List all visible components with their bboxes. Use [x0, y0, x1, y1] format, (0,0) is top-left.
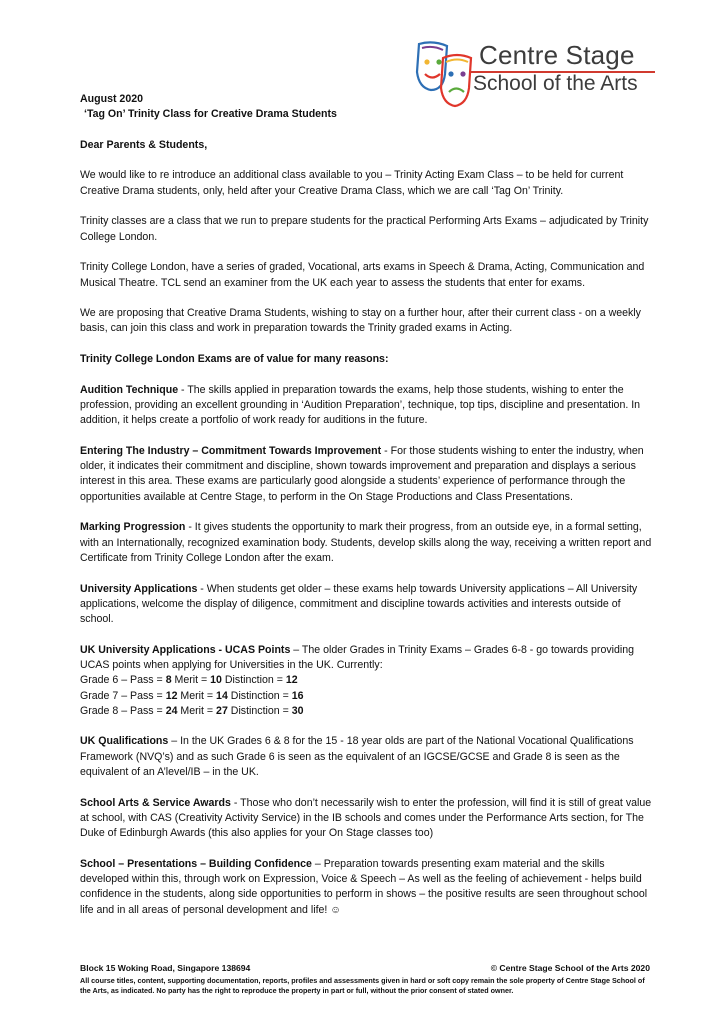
greeting: Dear Parents & Students, — [80, 138, 208, 151]
reason-paragraph — [80, 383, 654, 429]
more-paragraph — [80, 857, 654, 918]
intro-paragraph: Trinity College London, have a series of graded, Vocational, arts exams in Speech & Drama, Acting, Communication and Musical Theatre. TCL send an examiner from the UK each year to assess the students that enter for exams. — [80, 261, 645, 289]
more-paragraph — [80, 796, 654, 842]
reason-text: - For those students wishing to enter the industry, when older, it indicates their commitment and discipline, shown towards improvement and preparation and displays a serious interest in this area. These exams are particularly good alongside a students’ experience of performance through the opportunities available at Centre Stage, to perform in the On Stage Productions and Class Presentations. — [80, 444, 644, 503]
ucas-title: UK University Applications - UCAS Points — [80, 643, 291, 656]
more-paragraph — [80, 734, 654, 780]
more-title: UK Qualifications — [80, 735, 169, 748]
grade-line: Grade 8 – Pass = 24 Merit = 27 Distinction = 30 — [80, 704, 304, 717]
reason-title: Entering The Industry – Commitment Towards Improvement — [80, 444, 382, 457]
reason-text: - When students get older – these exams help towards University applications – All University applications, welcome the display of diligence, commitment and discipline towards activities and interests outside of school. — [80, 582, 638, 626]
reason-text: - It gives students the opportunity to mark their progress, from an outside eye, in a formal setting, with an Internationally, recognized examination body. Students, develop skills along the way, receiving a written report and Certificate from Trinity College London after the exam. — [80, 521, 652, 564]
grade-line: Grade 7 – Pass = 12 Merit = 14 Distinction = 16 — [80, 689, 304, 702]
reason-paragraph — [80, 520, 654, 566]
reason-title: University Applications — [80, 582, 198, 595]
reason-paragraph — [80, 444, 654, 505]
more-title: School – Presentations – Building Confidence — [80, 857, 312, 870]
footer-copyright: © Centre Stage School of the Arts 2020 — [490, 963, 650, 973]
grade-line: Grade 6 – Pass = 8 Merit = 10 Distinction = 12 — [80, 674, 298, 687]
logo-title: Centre Stage — [479, 40, 635, 70]
letter-title: ‘Tag On’ Trinity Class for Creative Drama Students — [84, 108, 337, 121]
ucas-text: – The older Grades in Trinity Exams – Grades 6-8 - go towards providing UCAS points when applying for Universities in the UK. Currently: — [80, 643, 635, 671]
letter-body — [80, 92, 654, 918]
more-text: – In the UK Grades 6 & 8 for the 15 - 18 year olds are part of the National Vocational Qualifications Framework (NVQ’s) and as such Grade 6 is seen as the equivalent of an IGCSE/GCSE and Grade 8 is seen as the equivalent of an A’level/IB – in the UK. — [80, 735, 634, 779]
reason-title: Marking Progression — [80, 521, 186, 534]
letter-date: August 2020 — [80, 93, 143, 105]
reasons-heading: Trinity College London Exams are of value for many reasons: — [80, 353, 389, 366]
more-title: School Arts & Service Awards — [80, 796, 231, 809]
ucas-paragraph — [80, 643, 654, 674]
intro-paragraph: We are proposing that Creative Drama Students, wishing to stay on a further hour, after their current class - on a weekly basis, can join this class and work in preparation towards the Trinity graded exams in Acting. — [80, 307, 641, 335]
page-footer — [80, 963, 650, 996]
reason-text: - The skills applied in preparation towards the exams, help those students, wishing to enter the profession, providing an excellent grounding in ‘Audition Preparation’, technique, top tips, discipline and presentation. In addition, it helps create a portfolio of work ready for auditions in the future. — [80, 383, 641, 427]
logo-subtitle: School of the Arts — [473, 72, 638, 95]
reason-title: Audition Technique — [80, 383, 179, 396]
more-text: – Preparation towards presenting exam material and the skills developed within this, through work on Expression, Voice & Speech – As well as the feeling of achievement - helps build confidence in the students, along side opportunities to perform in shows – the positive results are seen throughout school life and in all areas of personal development and life! ☺ — [80, 857, 648, 916]
reason-paragraph — [80, 582, 654, 628]
intro-paragraph: Trinity classes are a class that we run to prepare students for the practical Performing Arts Exams – adjudicated by Trinity College London. — [80, 215, 649, 243]
footer-address: Block 15 Woking Road, Singapore 138694 — [80, 963, 251, 973]
footer-legal-note: All course titles, content, supporting documentation, reports, profiles and assessments given in hard or soft copy remain the sole property of Centre Stage School of the Arts, as indicated. No party has the right to reproduce the property in part or full, without the prior consent of stated owner. — [80, 976, 645, 995]
intro-paragraph: We would like to re introduce an additional class available to you – Trinity Acting Exam Class – to be held for current Creative Drama students, only, held after your Creative Drama Class, which we are call ‘Tag On’ Trinity. — [80, 169, 624, 197]
more-text: - Those who don’t necessarily wish to enter the profession, will find it is still of great value at school, with CAS (Creativity Activity Service) in the IB schools and comes under the Performance Arts section, for The Duke of Edinburgh Awards (this also applies for your On Stage classes too) — [80, 796, 652, 840]
